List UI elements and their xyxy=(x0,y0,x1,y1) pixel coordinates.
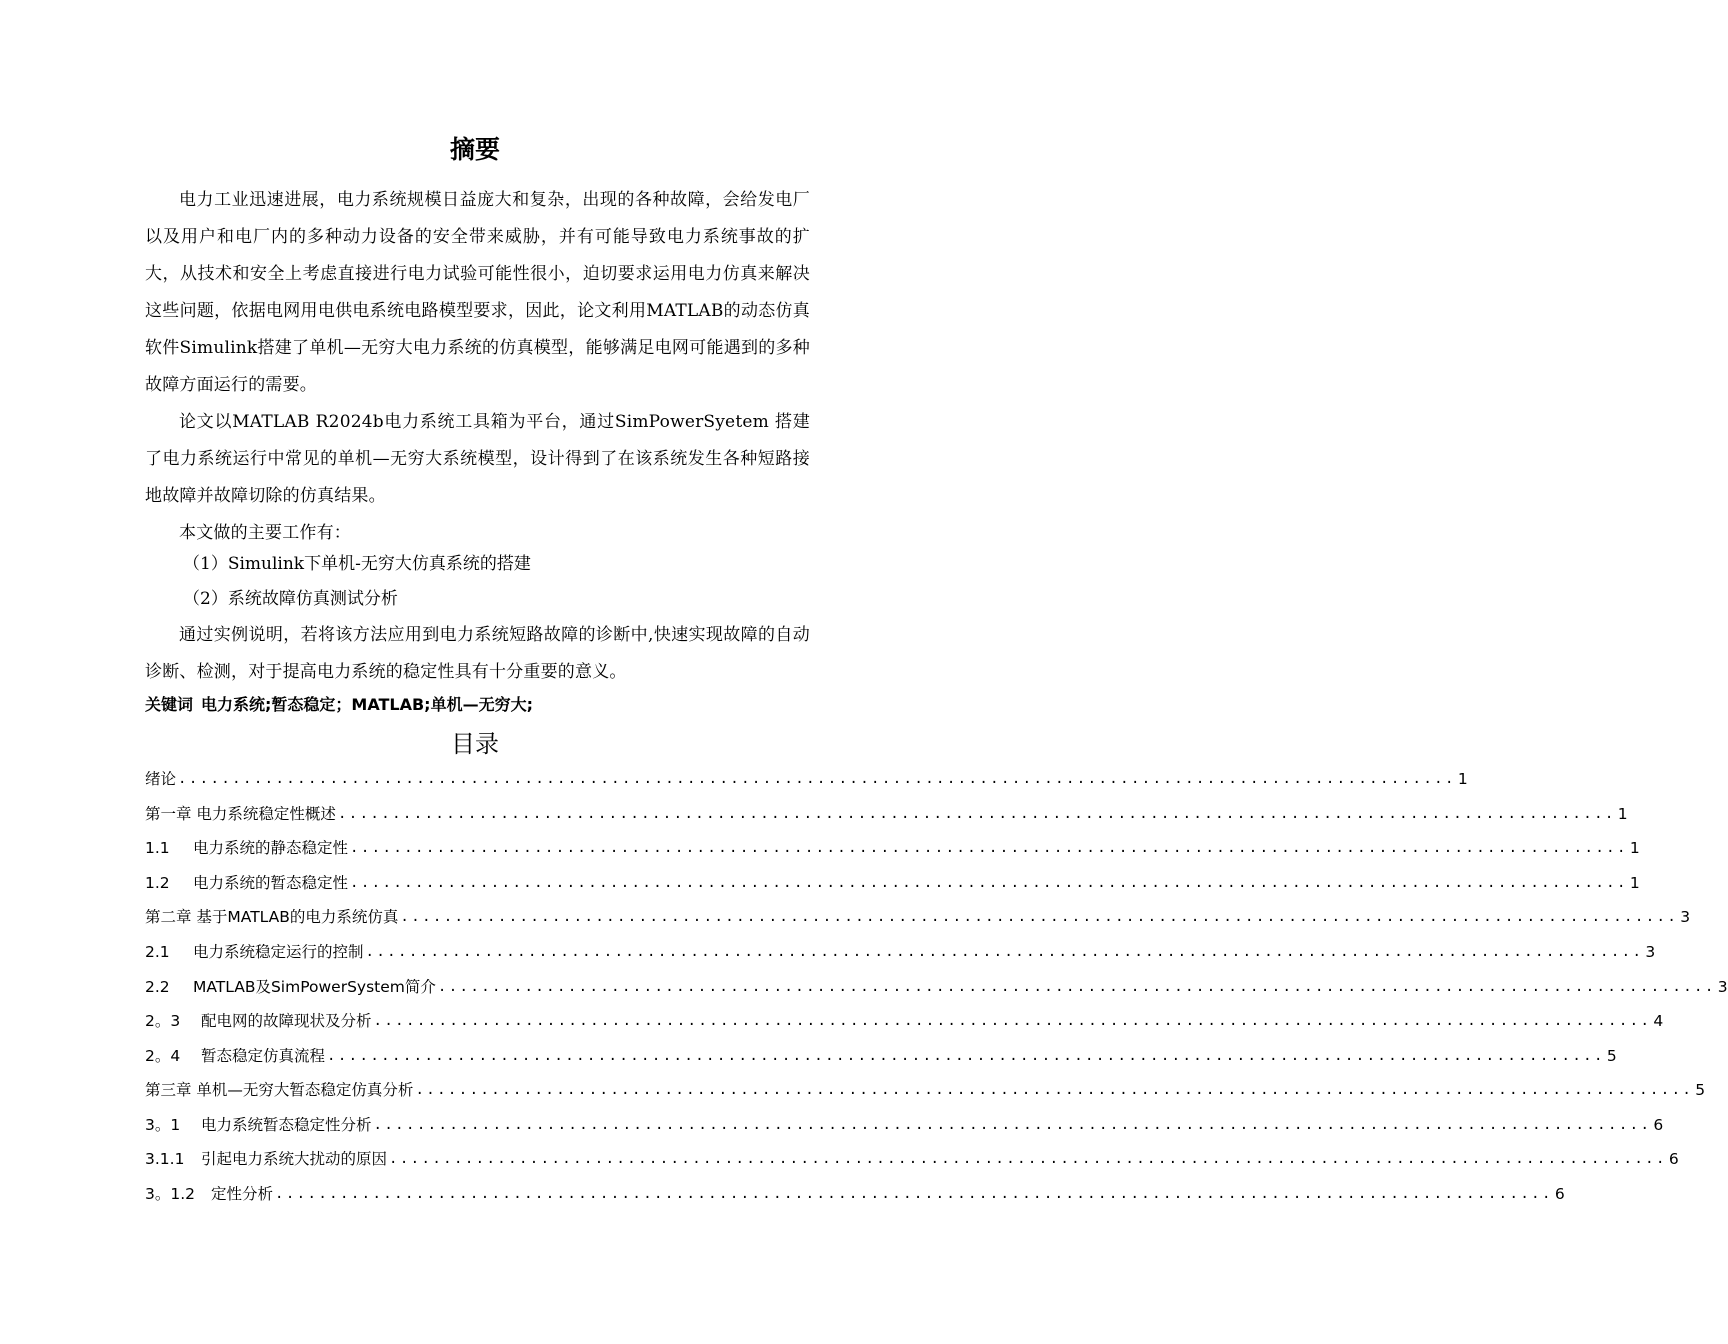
toc-leader-dots: ...................................................................................................................... xyxy=(437,979,1716,995)
toc-entry-page: 3 xyxy=(1645,943,1656,961)
toc-entry-page: 3 xyxy=(1717,978,1728,996)
toc-leader-dots: ...................................................................................................................... xyxy=(400,909,1679,925)
toc-entry-page: 1 xyxy=(1617,805,1628,823)
keywords-line xyxy=(145,688,810,722)
toc-entry[interactable] xyxy=(145,1112,1664,1138)
toc-entry-label: 第二章 基于MATLAB的电力系统仿真 xyxy=(145,908,399,926)
toc-entry-number: 3。1 xyxy=(145,1116,181,1134)
toc-entry-label: 暂态稳定仿真流程 xyxy=(201,1047,326,1065)
toc-entry-number: 2.2 xyxy=(145,978,170,996)
toc-entry[interactable] xyxy=(145,939,1656,965)
toc-entry-page: 3 xyxy=(1680,908,1691,926)
abstract-title: 摘要 xyxy=(449,135,500,164)
toc-entry-label: 配电网的故障现状及分析 xyxy=(201,1012,372,1030)
keywords-label: 关键词 xyxy=(145,695,194,714)
abstract-paragraph-1: 电力工业迅速进展，电力系统规模日益庞大和复杂，出现的各种故障，会给发电厂以及用户和电厂内的多种动力设备的安全带来威胁，并有可能导致电力系统事故的扩大，从技术和安全上考虑直接进行电力试验可能性很小，迫切要求运用电力仿真来解决这些问题，依据电网用电供电系统电路模型要求，因此，论文利用MATLAB的动态仿真软件Simulink搭建了单机—无穷大电力系统的仿真模型，能够满足电网可能遇到的多种故障方面运行的需要。 xyxy=(145,190,810,395)
toc-leader-dots: ...................................................................................................................... xyxy=(275,1186,1553,1202)
toc-entry-label: 第一章 电力系统稳定性概述 xyxy=(145,805,336,823)
toc-title: 目录 xyxy=(451,730,499,758)
toc-entry-number: 3。1.2 xyxy=(145,1185,196,1203)
toc-entry[interactable] xyxy=(145,1181,1565,1207)
toc-entry[interactable] xyxy=(145,870,1640,896)
toc-leader-dots: ...................................................................................................................... xyxy=(178,771,1456,787)
toc-entry[interactable] xyxy=(145,835,1640,861)
toc-entry-label: 定性分析 xyxy=(211,1185,274,1203)
toc-entry-page: 1 xyxy=(1457,770,1468,788)
toc-entry-page: 1 xyxy=(1629,839,1640,857)
toc-entry-page: 6 xyxy=(1668,1150,1679,1168)
toc-entry[interactable] xyxy=(145,1008,1664,1034)
toc-leader-dots: ...................................................................................................................... xyxy=(373,1117,1652,1133)
toc-entry-number: 1.2 xyxy=(145,874,170,892)
toc-entry-number: 3.1.1 xyxy=(145,1150,185,1168)
toc-entry[interactable] xyxy=(145,766,1468,792)
abstract-paragraph-3: 本文做的主要工作有： xyxy=(179,523,351,543)
toc-leader-dots: ...................................................................................................................... xyxy=(337,806,1616,822)
toc-entry-page: 5 xyxy=(1606,1047,1617,1065)
toc-entry[interactable] xyxy=(145,1043,1617,1069)
toc-leader-dots: ...................................................................................................................... xyxy=(365,944,1644,960)
toc-leader-dots: ...................................................................................................................... xyxy=(327,1048,1605,1064)
toc-entry[interactable] xyxy=(145,974,1728,1000)
toc-leader-dots: ...................................................................................................................... xyxy=(389,1151,1667,1167)
toc-entry[interactable] xyxy=(145,904,1691,930)
toc-entry-number: 1.1 xyxy=(145,839,170,857)
toc-entry-page: 1 xyxy=(1629,874,1640,892)
toc-entry-label: 电力系统稳定运行的控制 xyxy=(193,943,364,961)
toc-leader-dots: ...................................................................................................................... xyxy=(373,1013,1652,1029)
toc-entry-label: 电力系统的静态稳定性 xyxy=(193,839,349,857)
toc-entry-label: 第三章 单机—无穷大暂态稳定仿真分析 xyxy=(145,1081,414,1099)
toc-entry-label: 引起电力系统大扰动的原因 xyxy=(201,1150,388,1168)
toc-entry-label: 电力系统的暂态稳定性 xyxy=(193,874,349,892)
toc-entry-label: 电力系统暂态稳定性分析 xyxy=(201,1116,372,1134)
toc-entry-page: 4 xyxy=(1653,1012,1664,1030)
toc-leader-dots: ...................................................................................................................... xyxy=(415,1082,1694,1098)
toc-entry-page: 6 xyxy=(1653,1116,1664,1134)
toc-entry-number: 2。4 xyxy=(145,1047,181,1065)
toc-leader-dots: ...................................................................................................................... xyxy=(350,840,1628,856)
toc-entry-page: 6 xyxy=(1554,1185,1565,1203)
toc-entry-page: 5 xyxy=(1695,1081,1706,1099)
toc-entry-number: 2。3 xyxy=(145,1012,181,1030)
work-item-2: （2）系统故障仿真测试分析 xyxy=(183,589,398,609)
toc-entry[interactable] xyxy=(145,801,1628,827)
work-item-1: （1）Simulink下单机-无穷大仿真系统的搭建 xyxy=(183,554,531,574)
toc-entry-number: 2.1 xyxy=(145,943,170,961)
abstract-closing: 通过实例说明，若将该方法应用到电力系统短路故障的诊断中,快速实现故障的自动诊断、检测，对于提高电力系统的稳定性具有十分重要的意义。 xyxy=(145,625,810,682)
toc-entry[interactable] xyxy=(145,1077,1706,1103)
keywords-text: 电力系统;暂态稳定；MATLAB;单机—无穷大; xyxy=(201,695,533,714)
toc-entry-label: MATLAB及SimPowerSystem简介 xyxy=(193,978,436,996)
abstract-paragraph-2: 论文以MATLAB R2024b电力系统工具箱为平台，通过SimPowerSyetem 搭建了电力系统运行中常见的单机—无穷大系统模型，设计得到了在该系统发生各种短路接地故障并故障切除的仿真结果。 xyxy=(145,412,810,506)
toc-entry-label: 绪论 xyxy=(145,770,177,788)
toc-leader-dots: ...................................................................................................................... xyxy=(350,875,1628,891)
toc-entry[interactable] xyxy=(145,1146,1679,1172)
